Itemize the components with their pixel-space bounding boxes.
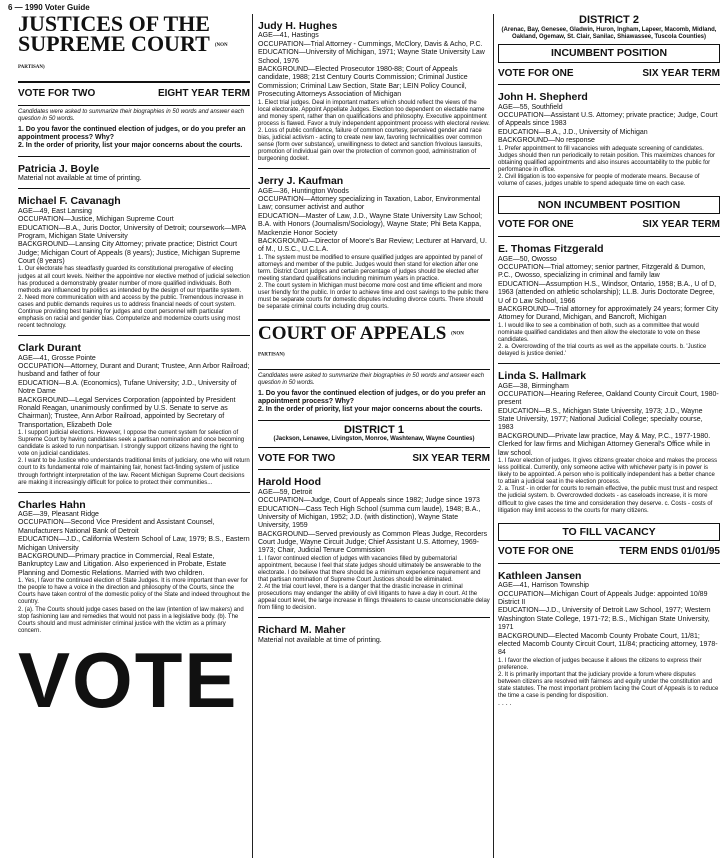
candidate-bio-line: EDUCATION—Cass Tech High School (summa cum laude), 1948; B.A., University of Michigan, 1952; J.D. (with distinction), Wayne State University, 1959 xyxy=(258,505,481,530)
candidate-bio-line: OCCUPATION—Michigan Court of Appeals Judge: appointed 10/89 District II xyxy=(498,590,708,606)
candidate-entry xyxy=(18,342,250,493)
candidate-bio-line: OCCUPATION—Attorney specializing in Taxation, Labor, Environmental Law; consumer activist and author xyxy=(258,195,481,212)
vacancy-candidate xyxy=(498,570,720,709)
candidate-name: Harold Hood xyxy=(258,476,321,489)
column-divider xyxy=(493,14,494,858)
column-1 xyxy=(18,11,250,724)
supreme-candidates xyxy=(18,163,250,635)
vacancy-header: TO FILL VACANCY xyxy=(498,523,720,541)
question-2: 2. In the order of priority, list your major concerns about the courts. xyxy=(258,406,483,414)
vacancy-vote-row xyxy=(498,544,720,560)
vote-for-label: VOTE FOR ONE xyxy=(498,219,574,231)
candidate-bio-line: AGE—38, Birmingham xyxy=(498,382,569,390)
incumbent-candidate xyxy=(498,91,720,188)
nonpartisan-label: (NON PARTISAN) xyxy=(18,42,228,70)
district-1-candidates xyxy=(258,476,490,645)
supreme-candidates-continued xyxy=(258,20,490,311)
candidate-name: E. Thomas Fitzgerald xyxy=(498,243,604,256)
candidate-bio-line: AGE—39, Pleasant Ridge xyxy=(18,511,99,519)
candidate-entry xyxy=(18,163,250,190)
question-2: 2. In the order of priority, list your major concerns about the courts. xyxy=(18,142,243,150)
candidate-entry xyxy=(258,20,490,169)
candidate-entry xyxy=(258,476,490,618)
nonpartisan-label: (NON PARTISAN) xyxy=(258,331,464,358)
term-label: SIX YEAR TERM xyxy=(642,219,720,231)
candidate-bio-line: BACKGROUND—Elected Macomb County Probate Court, 11/81; elected Macomb County Circuit Court, 11/84; practicing attorney, 1978-84 xyxy=(498,632,718,657)
district-2-counties: (Arenac, Bay, Genesee, Gladwin, Huron, Ingham, Lapeer, Macomb, Midland, Oakland, Ogemaw, St. Clair, Sanilac, Shiawassee, Tuscola Counties) xyxy=(501,26,717,41)
candidate-name: Kathleen Jansen xyxy=(498,569,582,582)
candidate-answer: 2. Need more communication with and access by the public. Tremendous increase in cases and public demands requires us to address financial needs of court system. Continue providing best training for judges and court personnel with particular emphasis on racial and gender bias. Computerize and modernize courts using most recent technology. xyxy=(18,294,244,330)
candidate-answer: 2. At the trial court level, there is a danger that the drastic increase in criminal prosecutions may endanger the ability of civil litigants to have a day in court. At the appeal court level, the large increase in filings threatens to cause unconscionable delay from filing to decision. xyxy=(258,584,490,612)
candidate-entry xyxy=(258,175,490,311)
question-1: 1. Do you favor the continued election of judges, or do you prefer an appointment process? Why? xyxy=(258,389,486,406)
candidate-name: Judy H. Hughes xyxy=(258,20,338,32)
candidate-bio-line: OCCUPATION—Trial attorney; senior partner, Fitzgerald & Dumon, P.C., Owosso, specializing in criminal and family law xyxy=(498,264,706,280)
district-2-header xyxy=(498,14,720,41)
candidate-bio-line: EDUCATION—Master of Law, J.D., Wayne State University Law School; B.A. with Honors (Journalism/Sociology), Wayne State; Phi Beta Kappa, Mackenzie Honor Society xyxy=(258,212,483,237)
non-incumbent-vote-row xyxy=(498,217,720,233)
non-incumbent-position-header: NON INCUMBENT POSITION xyxy=(498,196,720,214)
candidate-entry xyxy=(498,370,720,515)
candidate-entry xyxy=(498,91,720,188)
term-label: TERM ENDS 01/01/95 xyxy=(619,546,720,558)
question-1: 1. Do you favor the continued election of judges, or do you prefer an appointment process? Why? xyxy=(18,125,246,142)
divider xyxy=(18,188,250,189)
candidate-bio-line: AGE—49, East Lansing xyxy=(18,207,92,215)
candidate-answer: 1. I favor the election of judges because it allows the citizens to express their preference. xyxy=(498,657,702,671)
vote-graphic: VOTE xyxy=(18,635,239,724)
appeals-title: COURT OF APPEALS (NON PARTISAN) xyxy=(258,323,464,358)
column-2 xyxy=(258,14,490,645)
candidate-answer: 2. Civil litigation is too expensive for people of moderate means. Because of volume of cases, judges unable to spend adequate time on each case. xyxy=(498,173,700,188)
candidate-bio-line: Material not available at time of printing. xyxy=(18,174,142,182)
candidate-bio-line: AGE—41, Hastings xyxy=(258,32,319,40)
candidate-bio-line: AGE—41, Grosse Pointe xyxy=(18,354,96,362)
candidate-answer: 1. Yes, I favor the continued election of State Judges. It is more important than ever for the people to have a voice in the direction and philosophy of the Courts, since the Courts have taken control of the domestic policy of the State and indeed throughout the country. xyxy=(18,578,250,606)
candidate-answer: 2. a. Overcrowding of the trial courts as well as the appellate courts. b. 'Justice delayed is justice denied.' xyxy=(498,344,707,358)
candidate-bio-line: OCCUPATION—Assistant U.S. Attorney; private practice; Judge, Court of Appeals since 1983 xyxy=(498,112,718,128)
candidate-bio-line: . . . . xyxy=(498,700,512,708)
supreme-title-line1: JUSTICES OF THE xyxy=(18,11,210,36)
vote-for-label: VOTE FOR TWO xyxy=(258,452,336,464)
candidate-bio-line: OCCUPATION—Attorney, Durant and Durant; Trustee, Ann Arbor Railroad; husband and father of four xyxy=(18,362,250,379)
candidate-answer: 1. The system must be modified to ensure qualified judges are appointed by panel of attorneys and member of the public. Judges would then stand for election after one term. District Court judges and certain percentage of judges should be elected after meeting standard qualifications including minimum years in practice. xyxy=(258,254,483,282)
district-2-name: DISTRICT 2 xyxy=(579,14,639,26)
candidate-answer: 1. I favor election of judges. It gives citizens greater choice and makes the process less political. Currently, only someone active with whichever party is in power is likely to be appointed. A person who is politically independent has a better chance to attain a judicial seat in the election process. xyxy=(498,458,718,486)
candidate-bio-line: OCCUPATION—Justice, Michigan Supreme Court xyxy=(18,216,174,224)
candidate-bio-line: AGE—59, Detroit xyxy=(258,488,313,496)
candidate-bio-line: EDUCATION—B.A., Juris Doctor, University of Detroit; coursework—MPA Program, Michigan State University xyxy=(18,224,246,240)
candidate-bio-line: EDUCATION—Assumption H.S., Windsor, Ontario, 1958; B.A., U of D, 1963 (attended on athletic scholarship); LL.B. Juris Doctorate Degree, U of D Law School, 1966 xyxy=(498,280,717,305)
column-divider xyxy=(252,14,253,858)
page-header: 6 — 1990 Voter Guide xyxy=(8,3,90,12)
candidate-name: Richard M. Maher xyxy=(258,624,346,637)
candidate-entry xyxy=(498,570,720,709)
term-label: SIX YEAR TERM xyxy=(642,67,720,79)
incumbent-vote-row xyxy=(498,66,720,82)
column-3 xyxy=(498,14,720,709)
supreme-intro: Candidates were asked to summarize their biographies in 50 words and answer each question in 50 words. xyxy=(18,108,245,122)
candidate-answer: 2. a. Trust - in order for courts to remain effective, the public must trust and respect the judicial system. b. Overcrowded dockets - as caseloads increase, it is more difficult to give cases the time and consideration they deserve. c. Costs - costs of litigation may limit access to the courts for many citizens. xyxy=(498,486,718,514)
candidate-name: Jerry J. Kaufman xyxy=(258,175,344,188)
candidate-bio-line: BACKGROUND—Legal Services Corporation (appointed by President Ronald Reagan, unanimously confirmed by U.S. Senate to serve as Chairman); Trustee, Ann Arbor Railroad, appointed by Secretary of Transportation, Elizabeth Dole xyxy=(18,396,236,429)
term-label: EIGHT YEAR TERM xyxy=(157,87,250,99)
divider xyxy=(18,492,250,493)
candidate-answer: 1. Our electorate has steadfastly guarded its constitutional prerogative of electing judges at all court levels. Neither the appointive nor elective method of judicial selection has produced a demonstrably greater number of more qualified individuals. Both methods are influenced by politics as intended by the design of our tripartite system. xyxy=(18,266,250,294)
candidate-bio-line: OCCUPATION—Trial Attorney - Cummings, McClory, Davis & Acho, P.C. xyxy=(258,40,483,48)
candidate-entry xyxy=(258,624,490,645)
candidate-answer: 1. I would like to see a combination of both, such as a committee that would nominate qualified candidates and then allow the electorate to vote on these candidates. xyxy=(498,322,701,343)
candidate-bio-line: Material not available at time of printing. xyxy=(258,636,382,644)
candidate-bio-line: EDUCATION—University of Michigan, 1971; Wayne State University Law School, 1976 xyxy=(258,49,485,65)
candidate-bio-line: BACKGROUND—No response xyxy=(498,137,595,145)
appeals-intro: Candidates were asked to summarize their biographies in 50 words and answer each question in 50 words. xyxy=(258,372,485,386)
candidate-bio-line: BACKGROUND—Director of Moore's Bar Review; Lecturer at Harvard, U. of M., U.S.C., U.C.L.A. xyxy=(258,237,487,254)
candidate-bio-line: EDUCATION—B.S., Michigan State University, 1973; J.D., Wayne State University, 1977; National Judicial College; specialty course, 1983 xyxy=(498,407,703,432)
candidate-bio-line: BACKGROUND—Elected Prosecutor 1980-88; Court of Appeals candidate, 1988; 21st Century Courts Commission; Criminal Justice Commission; Criminal Law Section, State Bar; LEIN Policy Council, Prosecuting Attorneys Association of Michigan xyxy=(258,65,468,99)
candidate-bio-line: BACKGROUND—Private law practice, May & May, P.C., 1977-1980. Clerked for law firms and Michigan Attorney General's Office while in law school. xyxy=(498,432,711,457)
incumbent-position-header: INCUMBENT POSITION xyxy=(498,44,720,62)
divider xyxy=(258,168,490,169)
candidate-name: Clark Durant xyxy=(18,342,82,355)
candidate-entry xyxy=(18,195,250,336)
district-1-counties: (Jackson, Lenawee, Livingston, Monroe, Washtenaw, Wayne Counties) xyxy=(273,436,475,443)
vote-for-label: VOTE FOR TWO xyxy=(18,87,96,99)
candidate-bio-line: AGE—55, Southfield xyxy=(498,103,563,111)
divider xyxy=(258,617,490,618)
candidate-name: Michael F. Cavanagh xyxy=(18,195,121,208)
candidate-answer: 2. (a). The Courts should judge cases based on the law (intention of law makers) and stop fashioning law and remedies that would not pass in a legislative body. (b). The Courts should and must administer criminal justice with the victim as a primary concern. xyxy=(18,606,244,634)
candidate-name: John H. Shepherd xyxy=(498,91,588,104)
candidate-bio-line: EDUCATION—B.A. (Economics), Tufane University; J.D., University of Notre Dame xyxy=(18,379,237,396)
candidate-bio-line: AGE—36, Huntington Woods xyxy=(258,187,349,195)
term-label: SIX YEAR TERM xyxy=(412,452,490,464)
candidate-answer: 2. The court system in Michigan must become more cost and time efficient and more user friendly for the public. In order to achieve time and cost savings to the public there must be separate courts for domestic disputes including divorce courts. There should be separate criminal courts including drug courts. xyxy=(258,283,489,311)
candidate-answer: 2. Loss of public confidence, failure of common courtesy, perceived gender and race bias, judicial activism - acting to create new law, favoring technicalities over common sense (form over substance), unwillingness to detect and sanction frivolous lawsuits, promotion of individual gain over the protection of common good, administration of burgeoning docket. xyxy=(258,127,483,163)
candidate-name: Charles Hahn xyxy=(18,498,86,511)
vote-for-label: VOTE FOR ONE xyxy=(498,67,574,79)
candidate-bio-line: BACKGROUND—Primary practice in Commercial, Real Estate, Bankruptcy Law and Litigation. Also experienced in Probate, Estate Planning and Domestic Relations. Married with two children. xyxy=(18,553,227,577)
candidate-bio-line: OCCUPATION—Hearing Referee, Oakland County Circuit Court, 1980-present xyxy=(498,390,719,407)
district-1-name: DISTRICT 1 xyxy=(344,423,404,436)
candidate-entry xyxy=(498,243,720,364)
candidate-bio-line: BACKGROUND—Lansing City Attorney; private practice; District Court Judge; Michigan Court of Appeals (8 years); Justice, Michigan Supreme Court (8 years) xyxy=(18,241,241,266)
district-1-vote-row xyxy=(258,451,490,467)
candidate-bio-line: OCCUPATION—Judge, Court of Appeals since 1982; Judge since 1973 xyxy=(258,497,480,505)
divider xyxy=(18,335,250,336)
candidate-answer: 1. I favor continued election of judges with vacancies filled by gubernatorial appointment, because I feel that state judges should ultimately be answerable to the electorate. I do believe that there should be a minimum experience requirement and that partisan nomination of Supreme Court Justices should be eliminated. xyxy=(258,555,482,584)
candidate-bio-line: AGE—50, Owosso xyxy=(498,255,557,263)
candidate-bio-line: BACKGROUND—Served previously as Common Pleas Judge, Recorders Court Judge, Wayne Circuit Judge; Chief Assistant U.S. Attorney, 1969-1973; Chair, Judicial Tenure Commission xyxy=(258,530,488,555)
candidate-answer: 1. I support judicial elections. However, I oppose the current system for selection of Supreme Court by having candidates seek a partisan nomination and once becoming candidate is asked to run nonpartisan. I strongly support citizens having the right to vote on judicial candidates. xyxy=(18,430,245,458)
supreme-title-line2: SUPREME COURT (NON PARTISAN) xyxy=(18,31,228,70)
candidate-bio-line: EDUCATION—J.D., University of Detroit Law School, 1977; Western Washington State College, 1971-72; B.S., Michigan State University, 1971 xyxy=(498,607,711,632)
district-1-header xyxy=(258,424,490,444)
candidate-name: Patricia J. Boyle xyxy=(18,162,100,175)
candidate-answer: 1. Prefer appointment to fill vacancies with adequate screening of candidates. Judges should then run periodically to retain position. This maximizes chances for obtaining qualified appointments and also insures accountability to the public for performance in office. xyxy=(498,145,716,173)
supreme-vote-row xyxy=(18,86,250,102)
candidate-answer: 2. It is primarily important that the judiciary provide a forum where disputes between citizens are resolved with fairness and equity under the constitution and state statutes. The most important problem facing the Court of Appeals is to reduce the time a case is pending for disposition. xyxy=(498,671,719,700)
candidate-bio-line: BACKGROUND—Trial attorney for approximately 24 years; former City Attorney for Durand, Michigan, and Bancroft, Michigan xyxy=(498,305,719,322)
candidate-bio-line: EDUCATION—J.D., California Western School of Law, 1979; B.S., Eastern Michigan University xyxy=(18,536,250,552)
non-incumbent-candidates xyxy=(498,243,720,514)
candidate-bio-line: OCCUPATION—Second Vice President and Assistant Counsel, Manufacturers National Bank of Detroit xyxy=(18,519,215,535)
candidate-answer: 2. I want to be Justice who understands traditional limits of judiciary, one who will return court to its fundamental role of maintaining fair, honest fact-finding system of justice through forthright interpretation of the law. Recent Michigan Supreme Court decisions are making it increasingly difficult for police to protect their communities... xyxy=(18,458,250,486)
candidate-entry xyxy=(18,499,250,635)
candidate-bio-line: AGE—41, Harrison Township xyxy=(498,582,589,590)
divider xyxy=(498,363,720,364)
vote-for-label: VOTE FOR ONE xyxy=(498,546,574,558)
candidate-answer: 1. Elect trial judges. Deal in important matters which should reflect the views of the local electorate. Appoint Appellate Judges. Election too dependent on electable name and money spent, rather than on qualifications and philosophy. Executive appointment process is flawed. Favor a truly independent appointment process with electoral review. xyxy=(258,99,490,127)
candidate-bio-line: EDUCATION—B.A., J.D., University of Michigan xyxy=(498,128,648,136)
candidate-name: Linda S. Hallmark xyxy=(498,370,587,383)
